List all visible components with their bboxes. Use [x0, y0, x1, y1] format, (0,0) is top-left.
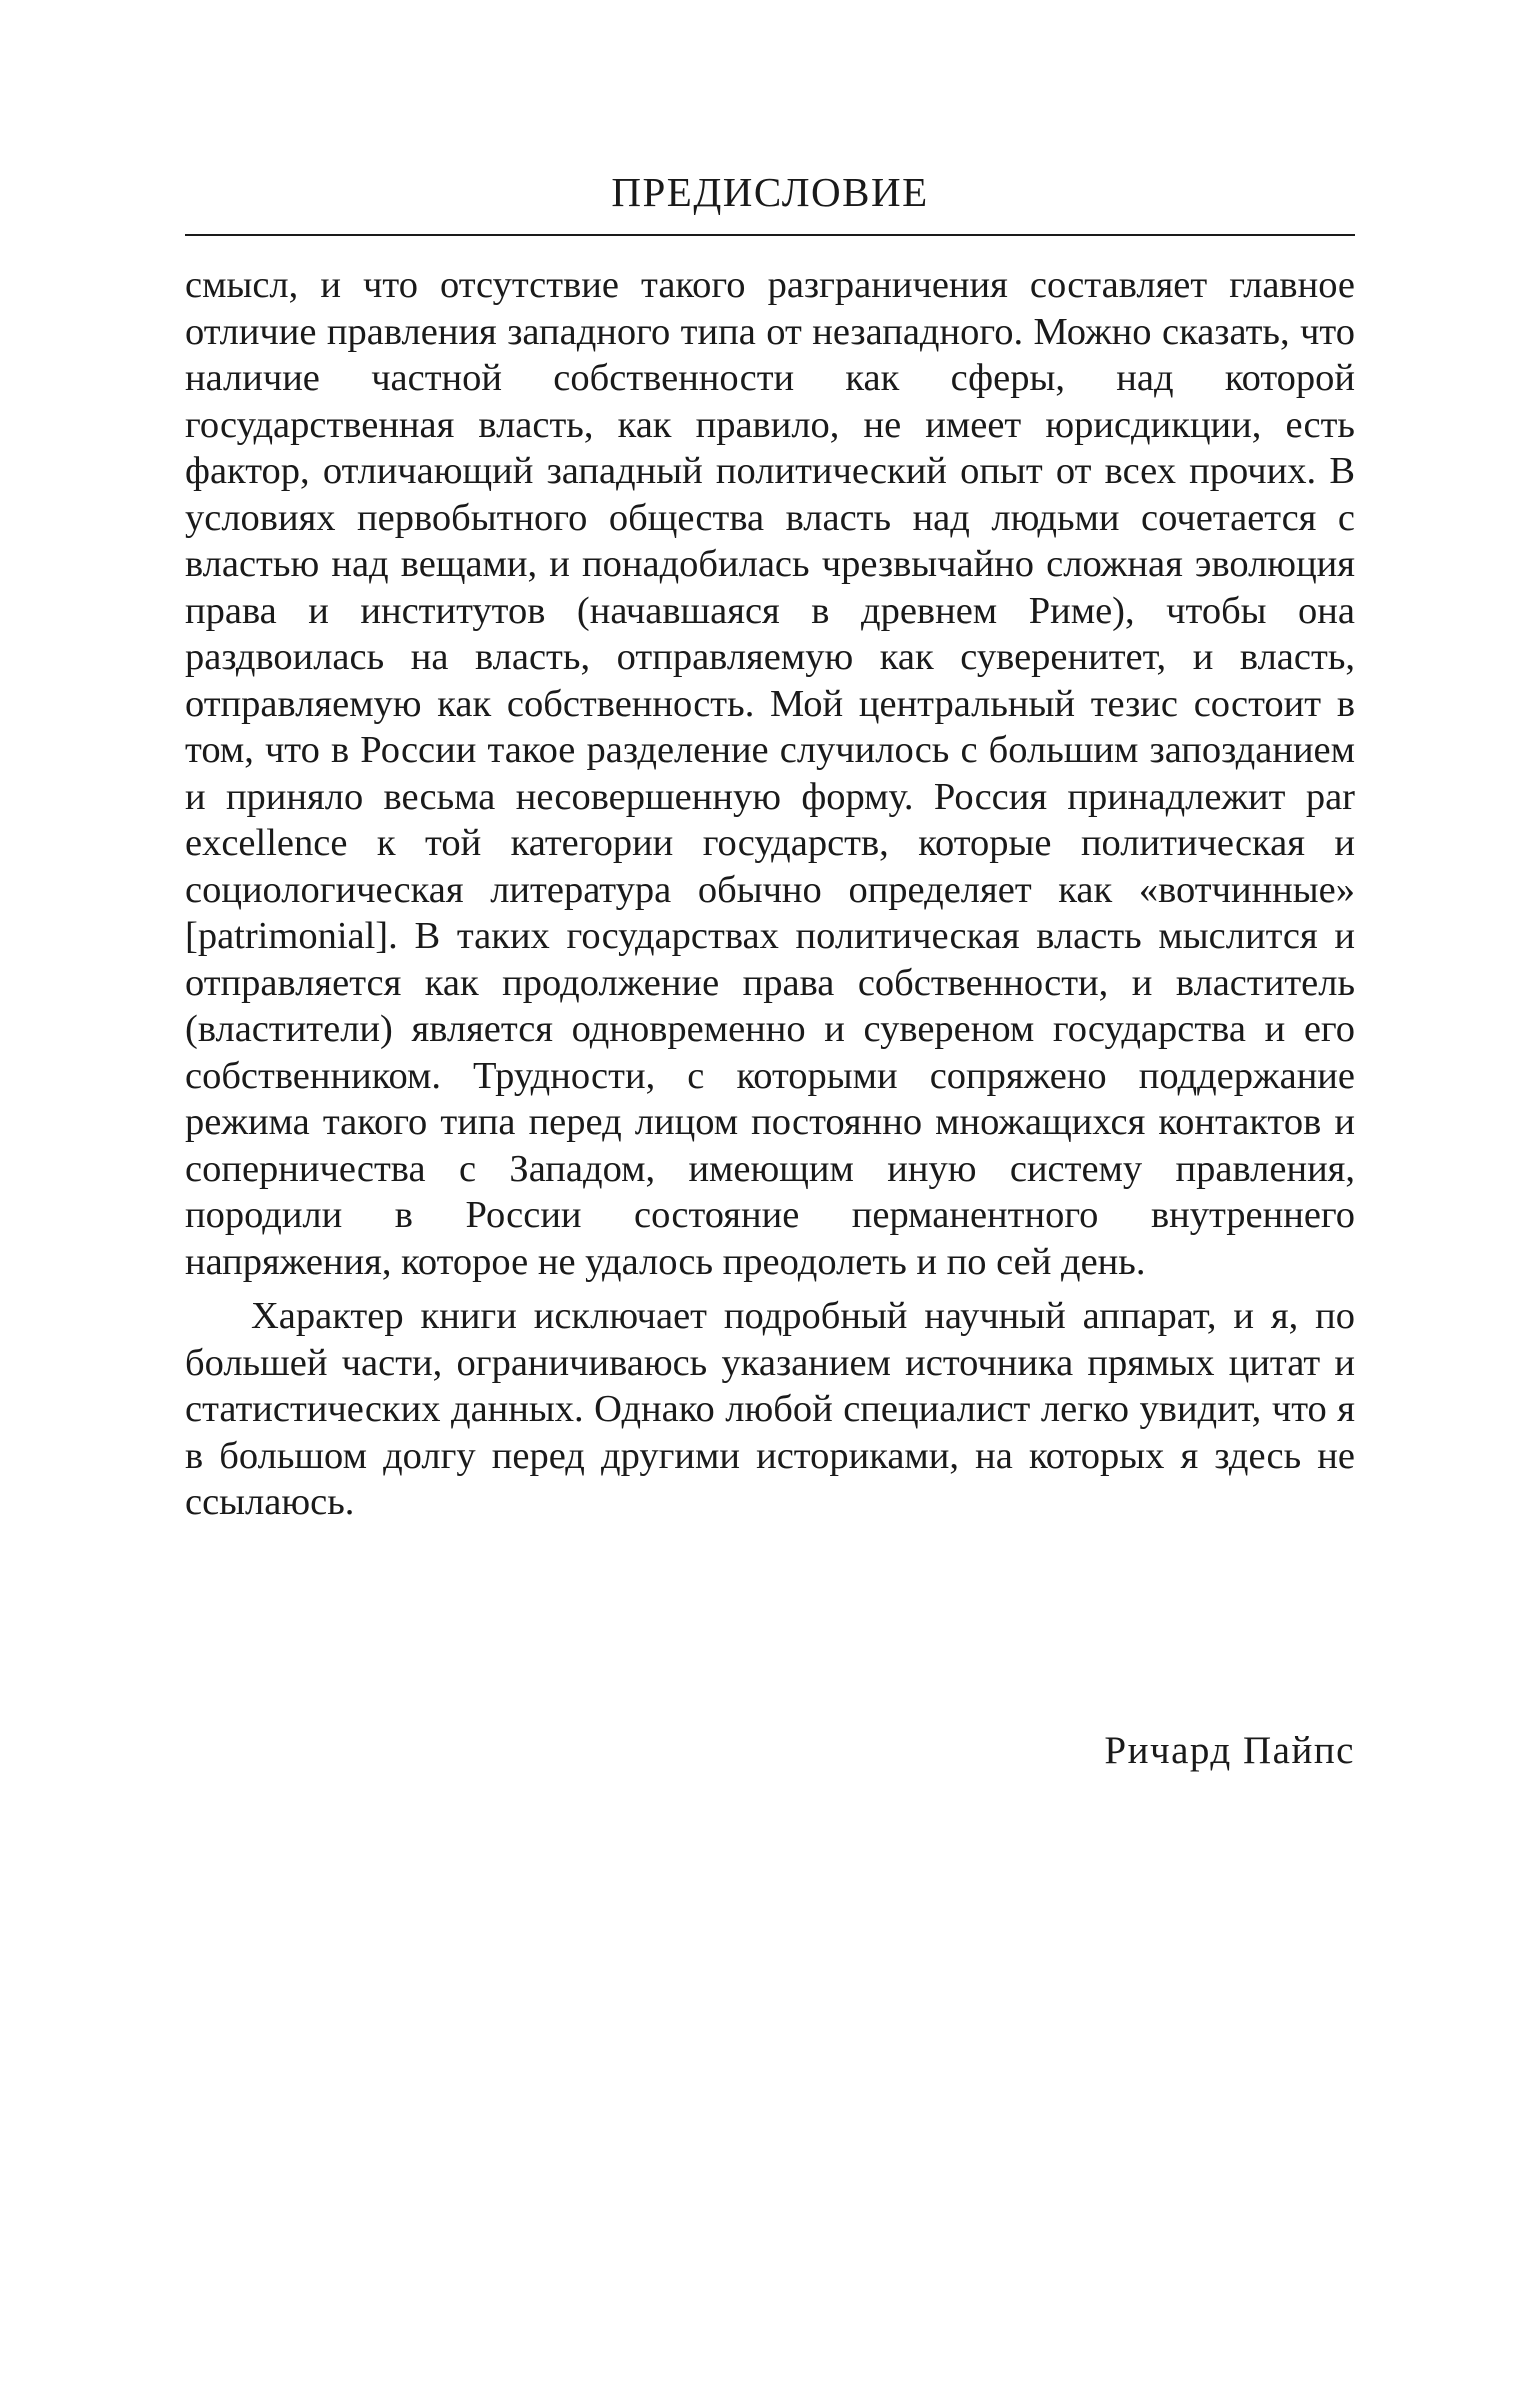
body-text	[185, 262, 1355, 1526]
paragraph-2: Характер книги исключает подробный научный аппарат, и я, по большей части, ограничиваюсь указанием источника прямых цитат и статистических данных. Однако любой специалист легко увидит, что я в большом долгу перед другими историками, на которых я здесь не ссылаюсь.	[185, 1295, 1355, 1523]
author-signature: Ричард Пайпс	[1104, 1729, 1355, 1772]
running-head-title: ПРЕДИСЛОВИЕ	[611, 169, 929, 215]
header-rule	[185, 234, 1355, 236]
paragraph-1: смысл, и что отсутствие такого разграничения составляет главное отличие правления западного типа от незападного. Можно сказать, что наличие частной собственности как сферы, над которой государственная власть, как правило, не имеет юрисдикции, есть фактор, отличающий западный политический опыт от всех прочих. В условиях первобытного общества власть над людьми сочетается с властью над вещами, и понадобилась чрезвычайно сложная эволюция права и институтов (начавшаяся в древнем Риме), чтобы она раздвоилась на власть, отправляемую как суверенитет, и власть, отправляемую как собственность. Мой центральный тезис состоит в том, что в России такое разделение случилось с большим запозданием и приняло весьма несовершенную форму. Россия принадлежит par excellence к той категории государств, которые политическая и социологическая литература обычно определяет как «вотчинные» [patrimonial]. В таких государствах политическая власть мыслится и отправляется как продолжение права собственности, и властитель (властители) является одновременно и сувереном государства и его собственником. Трудности, с которыми сопряжено поддержание режима такого типа перед лицом постоянно множащихся контактов и соперничества с Западом, имеющим иную систему правления, породили в России состояние перманентного внутреннего напряжения, которое не удалось преодолеть и по сей день.	[185, 264, 1355, 1283]
